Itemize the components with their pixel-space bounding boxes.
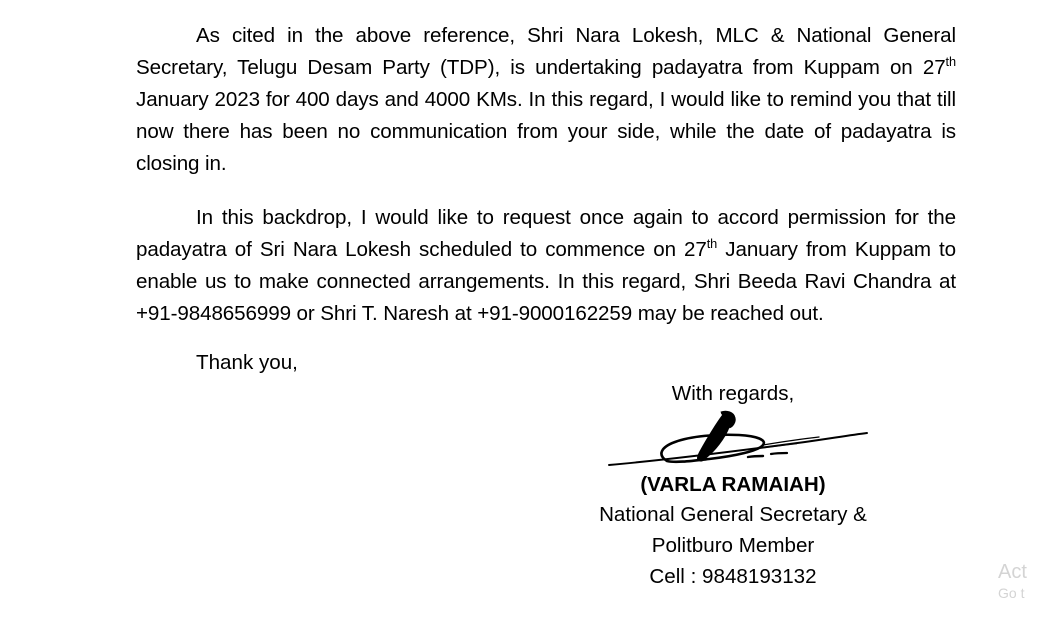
ordinal-suffix-th: th: [945, 54, 956, 70]
paragraph-one-text-a: As cited in the above reference, Shri Nara Lokesh, MLC & National General Secretary, Telugu Desam Party (TDP), is undertaking padayatra from Kuppam on 27: [136, 24, 956, 79]
paragraph-one-text-b: January 2023 for 400 days and 4000 KMs. In this regard, I would like to remind you that till now there has been no communication from your side, while the date of padayatra is closing in.: [136, 88, 956, 175]
signatory-cell-number: Cell : 9848193132: [649, 565, 817, 588]
ordinal-suffix-th: th: [706, 236, 718, 252]
signature-image-wrapper: [533, 409, 933, 471]
paragraph-two: [136, 202, 956, 330]
thank-you-line: Thank you,: [196, 351, 298, 374]
paragraph-two-text-b: January from Kuppam to enable us to make connected arrangements. In this regard, Shri Beeda Ravi Chandra at +91-9848656999 or Shri T. Naresh at +91-9000162259 may be reached out.: [136, 238, 956, 325]
watermark-title: Act: [998, 561, 1027, 583]
with-regards-line: With regards,: [671, 382, 795, 405]
paragraph-one: [136, 20, 956, 180]
handwritten-signature-icon: [605, 409, 875, 471]
letter-body: [136, 20, 956, 330]
signature-block: [533, 379, 933, 592]
signatory-name: (VARLA RAMAIAH): [640, 473, 826, 496]
signatory-title-line-1: National General Secretary &: [599, 503, 867, 526]
watermark-subtitle: Go t: [998, 585, 1025, 601]
paragraph-two-text-a: In this backdrop, I would like to request once again to accord permission for the padayatra of Sri Nara Lokesh scheduled to commence on 27: [136, 206, 956, 261]
activate-windows-watermark: [998, 561, 1053, 603]
signatory-title-line-2: Politburo Member: [651, 534, 815, 557]
